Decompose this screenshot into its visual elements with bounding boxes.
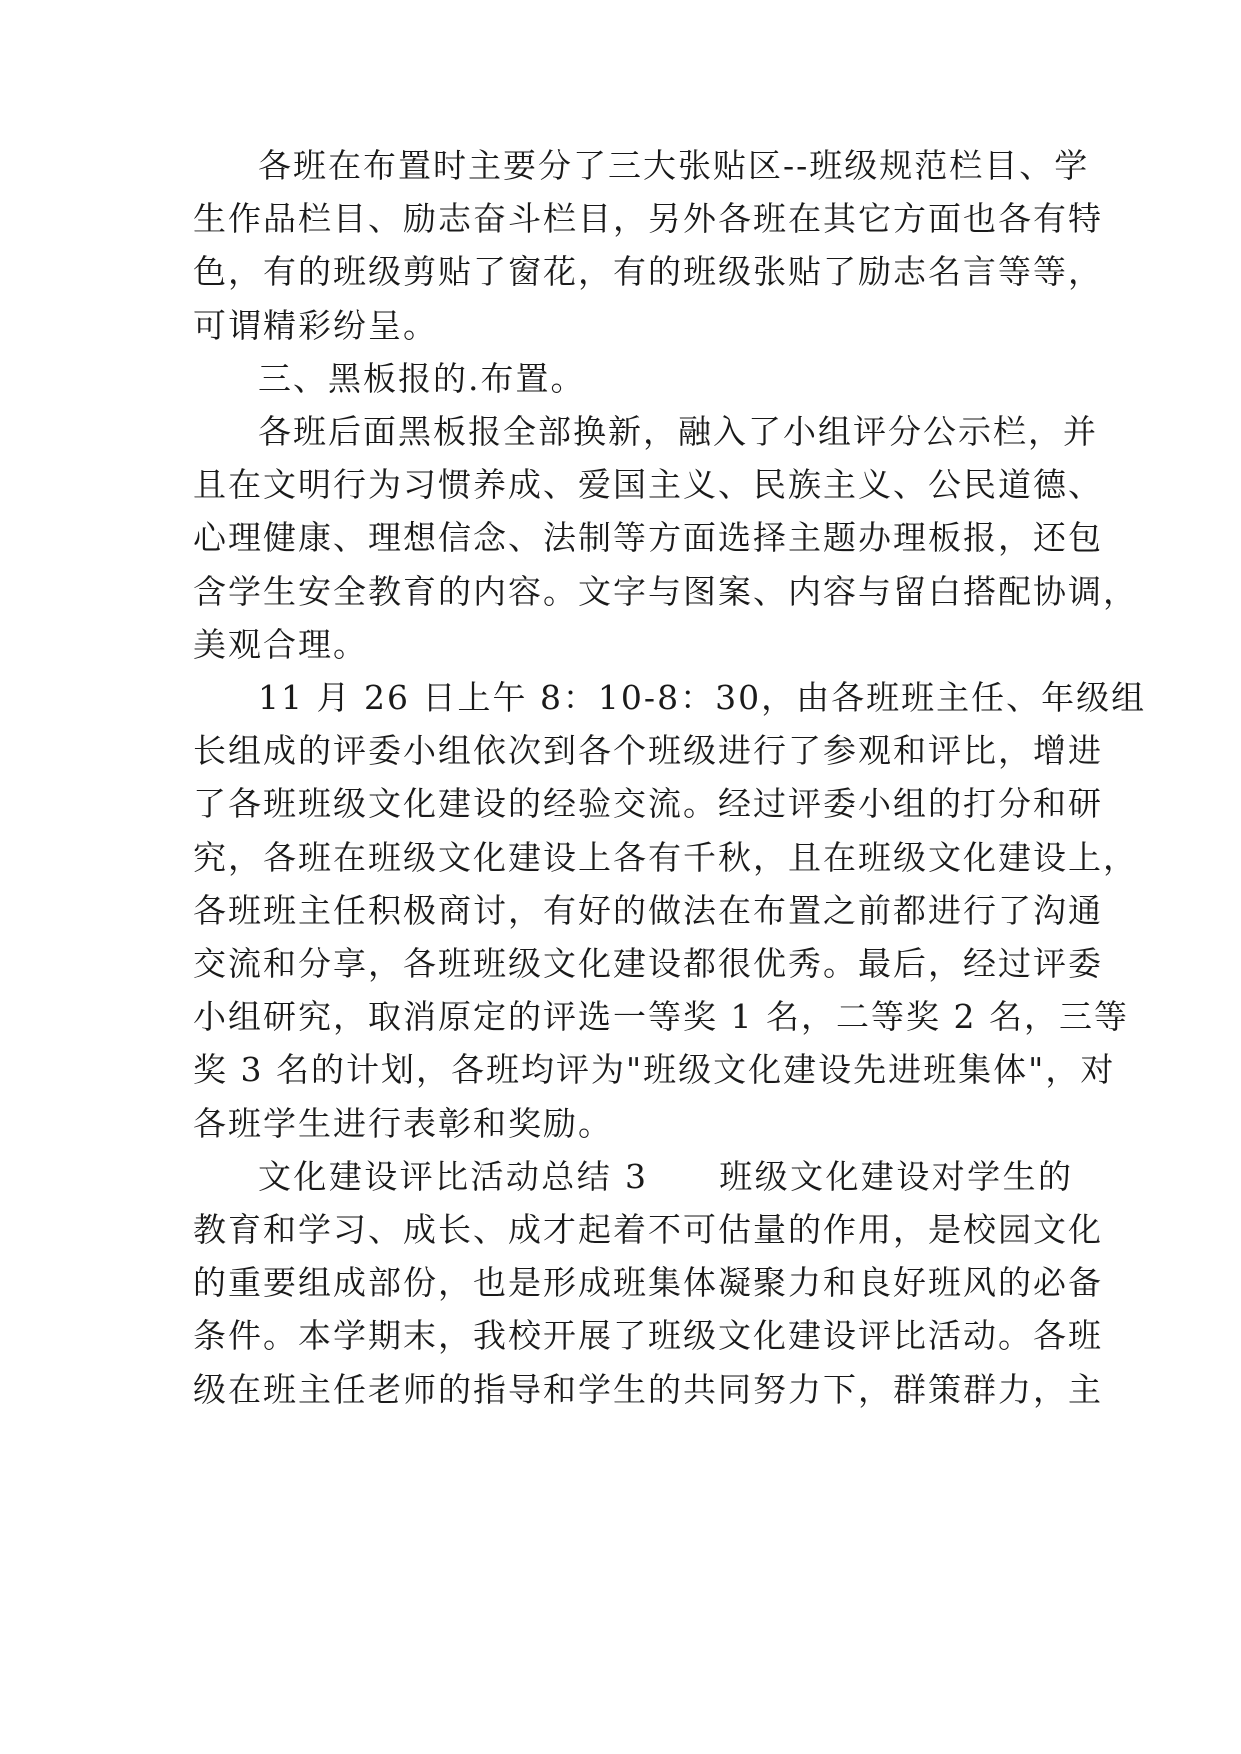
text-line: 含学生安全教育的内容。文字与图案、内容与留白搭配协调， — [193, 571, 1138, 611]
text-line: 交流和分享，各班班级文化建设都很优秀。最后，经过评委 — [193, 944, 1103, 983]
text-line: 可谓精彩纷呈。 — [193, 305, 438, 345]
text-line: 级在班主任老师的指导和学生的共同努力下，群策群力，主 — [193, 1369, 1103, 1409]
text-line: 生作品栏目、励志奋斗栏目，另外各班在其它方面也各有特 — [193, 199, 1103, 239]
text-line: 且在文明行为习惯养成、爱国主义、民族主义、公民道德、 — [193, 465, 1103, 505]
text-line: 奖 3 名的计划，各班均评为"班级文化建设先进班集体"，对 — [193, 1050, 1116, 1090]
text-line: 美观合理。 — [193, 624, 368, 664]
text-line: 各班班主任积极商讨，有好的做法在布置之前都进行了沟通 — [193, 890, 1103, 930]
text-line: 色，有的班级剪贴了窗花，有的班级张贴了励志名言等等， — [193, 252, 1103, 292]
text-line: 了各班班级文化建设的经验交流。经过评委小组的打分和研 — [193, 784, 1103, 824]
text-line: 11 月 26 日上午 8：10-8：30，由各班班主任、年级组 — [258, 678, 1147, 717]
text-line: 文化建设评比活动总结 3 班级文化建设对学生的 — [258, 1156, 1073, 1196]
text-line: 小组研究，取消原定的评选一等奖 1 名，二等奖 2 名，三等 — [193, 997, 1129, 1037]
text-line: 条件。本学期末，我校开展了班级文化建设评比活动。各班 — [193, 1316, 1103, 1356]
text-line: 三、黑板报的.布置。 — [258, 358, 586, 398]
text-line: 各班学生进行表彰和奖励。 — [193, 1103, 613, 1143]
text-line: 究，各班在班级文化建设上各有千秋，且在班级文化建设上， — [193, 837, 1138, 877]
text-line: 长组成的评委小组依次到各个班级进行了参观和评比，增进 — [193, 731, 1103, 771]
text-line: 各班后面黑板报全部换新，融入了小组评分公示栏，并 — [258, 412, 1098, 451]
text-line: 的重要组成部份，也是形成班集体凝聚力和良好班风的必备 — [193, 1263, 1103, 1303]
text-line: 各班在布置时主要分了三大张贴区--班级规范栏目、学 — [258, 146, 1090, 185]
text-line: 心理健康、理想信念、法制等方面选择主题办理板报，还包 — [193, 518, 1103, 558]
text-line: 教育和学习、成长、成才起着不可估量的作用，是校园文化 — [193, 1210, 1103, 1249]
